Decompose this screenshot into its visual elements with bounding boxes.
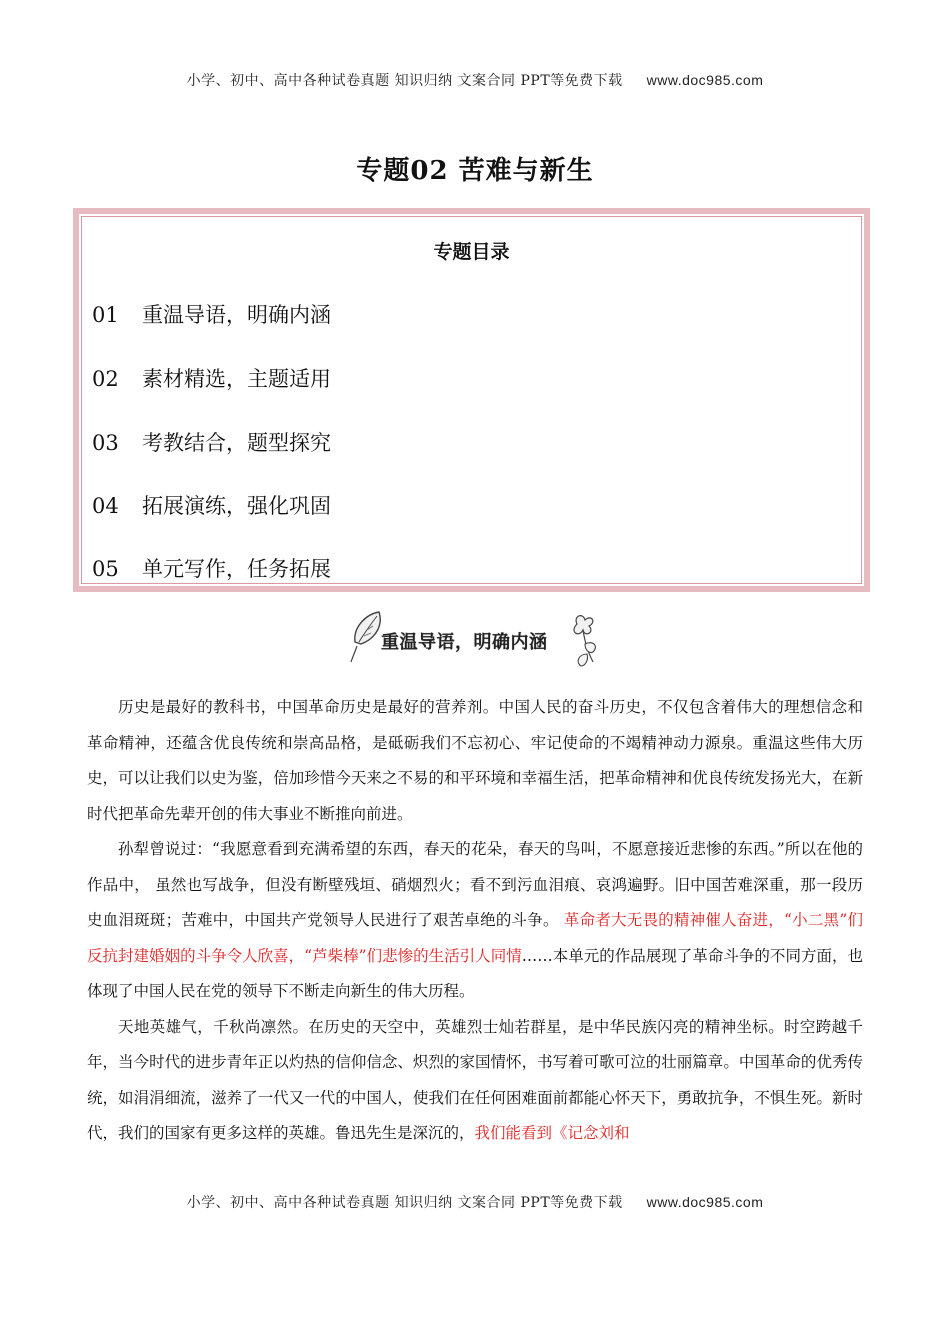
- page-header: [0, 70, 950, 90]
- toc-item-label: 考教结合，题型探究: [142, 431, 331, 455]
- paragraph-3-highlight: 我们能看到《记念刘和: [474, 1124, 630, 1142]
- header-text: 小学、初中、高中各种试卷真题 知识归纳 文案合同 PPT等免费下载: [186, 73, 623, 89]
- toc-item-04[interactable]: [92, 490, 331, 520]
- toc-item-label: 重温导语，明确内涵: [142, 303, 331, 327]
- toc-item-number: 01: [92, 303, 119, 327]
- toc-item-number: 03: [92, 431, 119, 455]
- page-footer: [0, 1192, 950, 1212]
- toc-box: [73, 208, 870, 592]
- paragraph-2-highlight: 革命者大无畏的精神催人奋进，“小二黑”们反抗封建婚姻的斗争令人欣喜，“芦柴棒”们悲惨的生活引人同情: [87, 911, 863, 965]
- intro-text: [87, 690, 863, 1152]
- paragraph-2-text-a: 孙犁曾说过：“我愿意看到充满希望的东西，春天的花朵，春天的鸟叫，不愿意接近悲惨的东西。”所以在他的作品中， 虽然也写战争，但没有断壁残垣、硝烟烈火；看不到污血泪痕、哀鸿遍野。旧中国苦难深重，那一段历史血泪斑斑；苦难中，中国共产党领导人民进行了艰苦卓绝的斗争。: [87, 840, 863, 929]
- section-banner: [349, 606, 604, 666]
- toc-item-05[interactable]: [92, 553, 331, 583]
- toc-item-number: 02: [92, 367, 119, 391]
- paragraph-1: 历史是最好的教科书，中国革命历史是最好的营养剂。中国人民的奋斗历史，不仅包含着伟大的理想信念和 革命精神，还蕴含优良传统和崇高品格，是砥砺我们不忘初心、牢记使命的不竭精神动力源泉。重温这些伟大历史，可以让我们以史为鉴，倍加珍惜今天来之不易的和平环境和幸福生活，把革命精神和优良传统发扬光大，在新时代把革命先辈开创的伟大事业不断推向前进。: [87, 698, 863, 823]
- toc-item-label: 拓展演练，强化巩固: [142, 494, 331, 518]
- toc-item-01[interactable]: [92, 299, 331, 329]
- paragraph-3-text: 天地英雄气，千秋尚凛然。在历史的天空中，英雄烈士灿若群星，是中华民族闪亮的精神坐标。时空跨越千年，当今时代的进步青年正以灼热的信仰信念、炽烈的家国情怀，书写着可歌可泣的壮丽篇章。中国革命的优秀传统，如涓涓细流，滋养了一代又一代的中国人，使我们在任何困难面前都能心怀天下，勇敢抗争，不惧生死。新时代，我们的国家有更多这样的英雄。鲁迅先生是深沉的，: [87, 1017, 863, 1142]
- toc-item-number: 05: [92, 557, 119, 581]
- toc-item-label: 单元写作，任务拓展: [142, 557, 331, 581]
- paragraph-3: [87, 1010, 863, 1152]
- footer-text: 小学、初中、高中各种试卷真题 知识归纳 文案合同 PPT等免费下载: [186, 1195, 623, 1211]
- toc-item-label: 素材精选，主题适用: [142, 367, 331, 391]
- footer-url[interactable]: www.doc985.com: [646, 1194, 764, 1210]
- toc-heading: 专题目录: [433, 241, 510, 263]
- toc-item-02[interactable]: [92, 363, 331, 393]
- banner-label: 重温导语，明确内涵: [381, 632, 548, 653]
- flower-right-icon: [563, 610, 603, 670]
- header-url[interactable]: www.doc985.com: [646, 72, 764, 88]
- toc-inner-border: [81, 216, 862, 584]
- toc-item-number: 04: [92, 494, 119, 518]
- paragraph-2: [87, 832, 863, 1010]
- toc-item-03[interactable]: [92, 427, 331, 457]
- page-title: 专题02 苦难与新生: [356, 156, 594, 186]
- paragraph-2-text-b: ……本单元的作品展现了革命斗争的不同方面，也体现了中国人民在党的领导下不断走向新生的伟大历程。: [87, 946, 863, 1000]
